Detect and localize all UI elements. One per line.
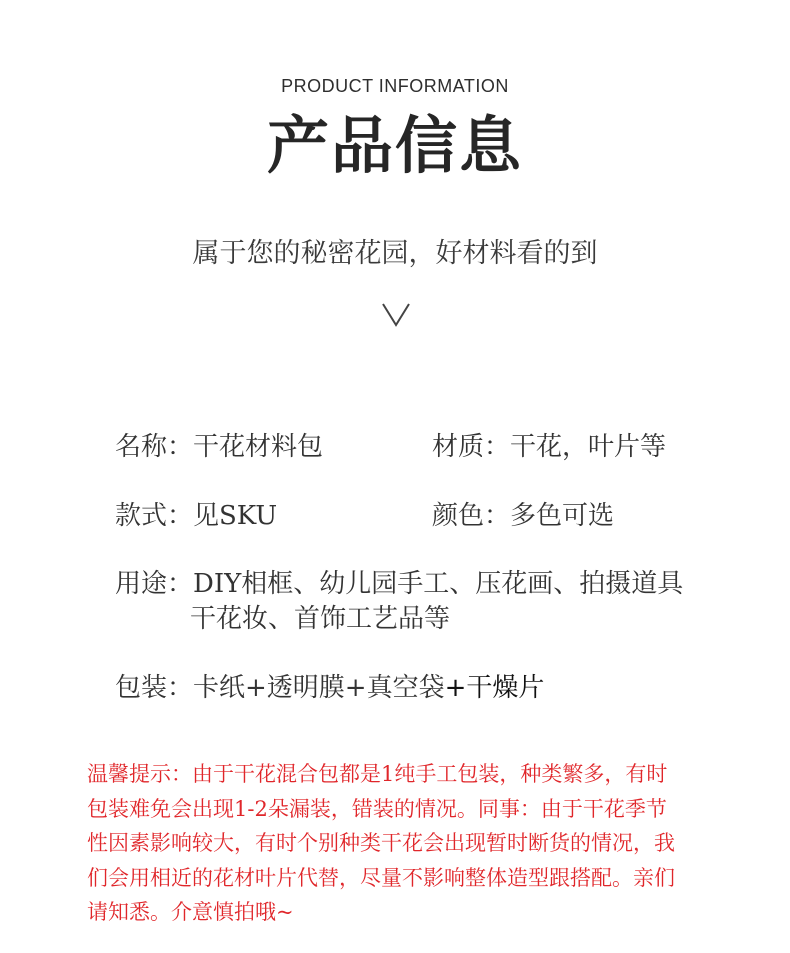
info-usage-line1: 用途：DIY相框、幼儿园手工、压花画、拍摄道具 bbox=[115, 569, 684, 599]
notice-line: 性因素影响较大，有时个别种类干花会出现暂时断货的情况，我 bbox=[87, 831, 675, 855]
notice-text bbox=[87, 757, 727, 930]
info-packaging bbox=[115, 671, 544, 705]
notice-line: 请知悉。介意慎拍哦~ bbox=[87, 900, 294, 924]
info-packaging-extra: +干燥片 bbox=[444, 673, 545, 703]
info-usage-line2: 干花妆、首饰工艺品等 bbox=[190, 604, 451, 634]
notice-line: 们会用相近的花材叶片代替，尽量不影响整体造型跟搭配。亲们 bbox=[87, 865, 675, 890]
tagline: 属于您的秘密花园，好材料看的到 bbox=[192, 238, 598, 269]
info-color: 颜色：多色可选 bbox=[432, 501, 615, 531]
info-packaging-main: 包装：卡纸+透明膜+真空袋 bbox=[115, 673, 445, 703]
info-material: 材质：干花，叶片等 bbox=[432, 432, 667, 462]
info-name: 名称：干花材料包 bbox=[115, 432, 324, 462]
info-style: 款式：见SKU bbox=[115, 501, 278, 531]
chevron-down-icon bbox=[380, 300, 412, 328]
notice-line: 温馨提示：由于干花混合包都是1纯手工包装，种类繁多，有时 bbox=[87, 762, 668, 786]
notice-line: 包装难免会出现1-2朵漏装，错装的情况。同事：由于干花季节 bbox=[87, 796, 667, 821]
page-title: 产品信息 bbox=[266, 109, 523, 182]
subtitle-en: PRODUCT INFORMATION bbox=[281, 76, 509, 96]
